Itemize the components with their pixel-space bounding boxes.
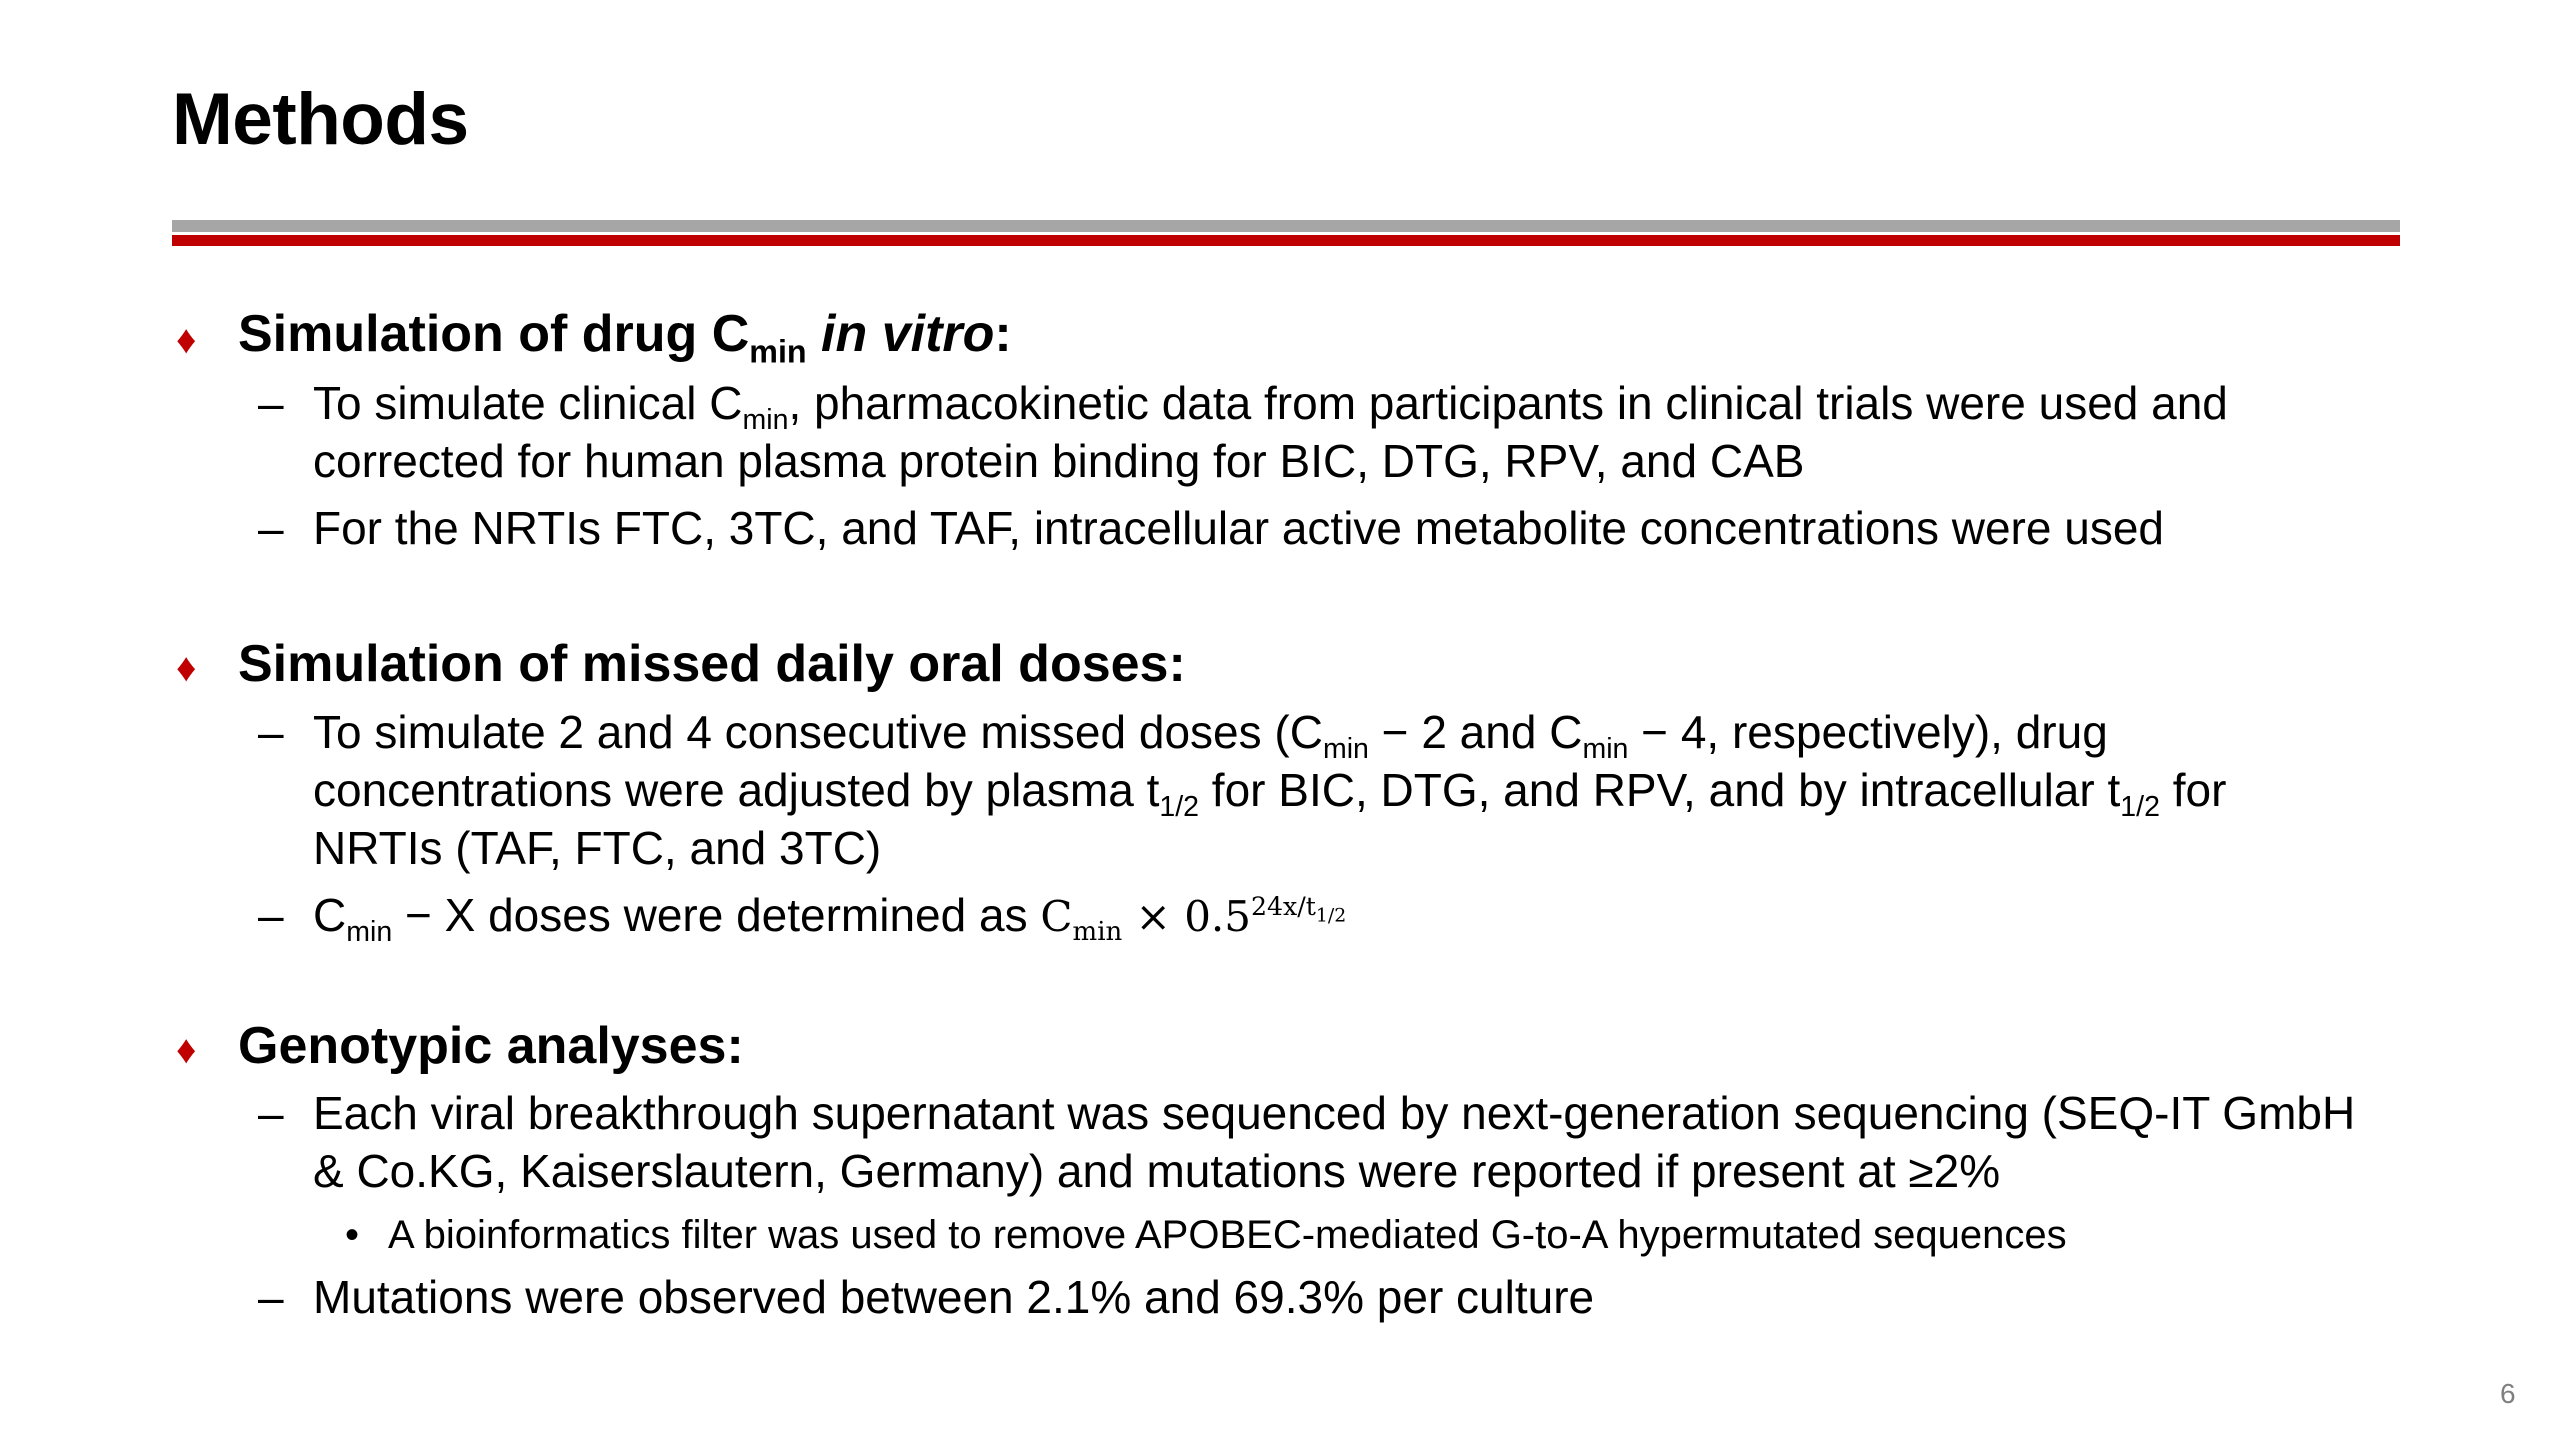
- item-text: C: [313, 889, 347, 941]
- heading-suffix: :: [994, 305, 1012, 363]
- dash-bullet-icon: –: [258, 1087, 284, 1139]
- item-text: − 4, respectively), drug concentrations were adjusted by plasma t: [313, 706, 2108, 816]
- item-text: To simulate clinical C: [313, 377, 743, 429]
- dash-bullet-icon: –: [258, 1271, 284, 1323]
- heading-text: Simulation of drug C: [238, 305, 750, 363]
- item-subscript: min: [346, 915, 393, 948]
- item-text: Each viral breakthrough supernatant was sequenced by next-generation sequencing (SEQ-IT GmbH & Co.KG, Kaiserslautern, Germany) and mutations were reported if present at ≥2%: [313, 1087, 2356, 1197]
- item-subscript: min: [742, 403, 789, 436]
- heading-text: Genotypic analyses:: [238, 1017, 744, 1075]
- diamond-bullet-icon: ♦: [176, 318, 197, 362]
- item-text: To simulate 2 and 4 consecutive missed doses (C: [313, 706, 1323, 758]
- item-text: − X doses were determined as: [392, 889, 1041, 941]
- item-text: for BIC, DTG, and RPV, and by intracellular t: [1199, 764, 2121, 816]
- dash-bullet-icon: –: [258, 377, 284, 429]
- page-number: 6: [2500, 1378, 2516, 1409]
- item-text: − 2 and C: [1368, 706, 1583, 758]
- item-text: Mutations were observed between 2.1% and 69.3% per culture: [313, 1271, 1595, 1323]
- item-text: For the NRTIs FTC, 3TC, and TAF, intracellular active metabolite concentrations were used: [313, 502, 2164, 554]
- item-subscript: 1/2: [2120, 790, 2160, 823]
- heading-italic: in vitro: [806, 305, 995, 363]
- heading-subscript: min: [749, 333, 807, 370]
- item-subscript: 1/2: [1159, 790, 1200, 823]
- item-text: for NRTIs (TAF, FTC, and 3TC): [313, 764, 2227, 874]
- diamond-bullet-icon: ♦: [176, 1028, 197, 1072]
- item-text: , pharmacokinetic data from participants in clinical trials were used and corrected for human plasma protein binding for BIC, DTG, RPV, and CAB: [313, 377, 2228, 487]
- dose-formula: $C_{min} \times 0.5^{24x/t_{1/2}}$: [1040, 891, 1347, 948]
- heading-text: Simulation of missed daily oral doses:: [238, 635, 1186, 693]
- item-text: A bioinformatics filter was used to remove APOBEC-mediated G-to-A hypermutated sequences: [388, 1213, 2067, 1257]
- item-subscript: min: [1582, 732, 1629, 765]
- dot-bullet-icon: •: [345, 1213, 360, 1257]
- dash-bullet-icon: –: [258, 706, 284, 758]
- dash-bullet-icon: –: [258, 502, 284, 554]
- dash-bullet-icon: –: [258, 889, 284, 941]
- title-rule-gray: [172, 220, 2400, 232]
- diamond-bullet-icon: ♦: [176, 646, 197, 690]
- title-rule-red: [172, 235, 2400, 246]
- item-subscript: min: [1322, 732, 1369, 765]
- slide-title: Methods: [172, 79, 469, 160]
